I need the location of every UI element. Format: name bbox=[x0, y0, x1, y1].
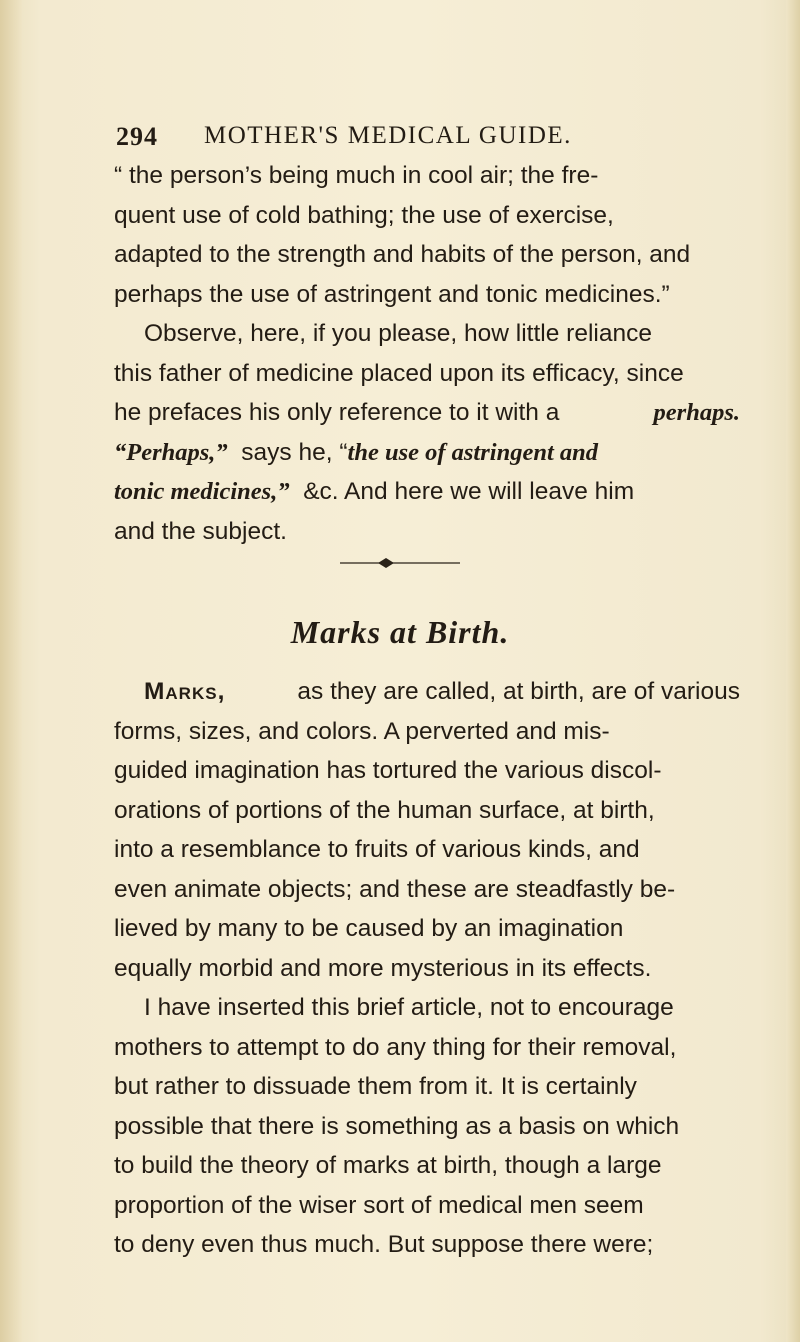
text-line: “Perhaps,” says he, “ the use of astringent and bbox=[114, 433, 740, 473]
text-line: Marks, as they are called, at birth, are of various bbox=[114, 672, 740, 712]
text-line: orations of portions of the human surface, at birth, bbox=[114, 796, 655, 824]
text-line: Observe, here, if you please, how little reliance bbox=[144, 320, 652, 347]
text-line: guided imagination has tortured the various discol- bbox=[114, 757, 662, 784]
text-line: perhaps the use of astringent and tonic medicines.” bbox=[114, 280, 670, 308]
text-line: adapted to the strength and habits of the person, and bbox=[114, 241, 691, 268]
page-header bbox=[116, 122, 716, 156]
text-line: to deny even thus much. But suppose there were; bbox=[114, 1231, 654, 1258]
text-line: equally morbid and more mysterious in its effects. bbox=[114, 954, 652, 982]
text-line: I have inserted this brief article, not to encourage bbox=[144, 994, 674, 1021]
page-gutter-shadow bbox=[0, 0, 22, 1342]
text-line: to build the theory of marks at birth, though a large bbox=[114, 1152, 662, 1179]
italic-text: “Perhaps,” bbox=[114, 438, 228, 466]
italic-text: the use of astringent and bbox=[347, 438, 599, 466]
running-title: MOTHER'S MEDICAL GUIDE. bbox=[204, 122, 572, 149]
page-number: 294 bbox=[116, 122, 158, 151]
text-line: into a resemblance to fruits of various kinds, and bbox=[114, 836, 640, 863]
text-line: this father of medicine placed upon its efficacy, since bbox=[114, 359, 684, 387]
text-line: proportion of the wiser sort of medical men seem bbox=[114, 1191, 644, 1219]
small-caps-word: Marks, bbox=[144, 678, 226, 705]
text-line: quent use of cold bathing; the use of exercise, bbox=[114, 201, 614, 229]
text-line: and the subject. bbox=[114, 517, 287, 545]
section-divider-ornament bbox=[340, 555, 460, 571]
section-heading: Marks at Birth. bbox=[290, 614, 510, 650]
page-edge bbox=[786, 0, 800, 1342]
paragraph-quote bbox=[114, 156, 740, 551]
text-line: but rather to dissuade them from it. It is certainly bbox=[114, 1073, 637, 1100]
text-line: tonic medicines,” &c. And here we will leave him bbox=[114, 472, 740, 512]
paragraph-marks bbox=[114, 672, 740, 1265]
text-line: possible that there is something as a basis on which bbox=[114, 1112, 680, 1140]
text-line: “ the person’s being much in cool air; the fre- bbox=[114, 162, 599, 189]
text-line: forms, sizes, and colors. A perverted and mis- bbox=[114, 717, 610, 745]
text-line: he prefaces his only reference to it with a perhaps. bbox=[114, 393, 740, 433]
text-line: even animate objects; and these are steadfastly be- bbox=[114, 875, 676, 903]
italic-text: perhaps. bbox=[653, 399, 740, 426]
italic-text: tonic medicines,” bbox=[114, 478, 290, 505]
text-line: mothers to attempt to do any thing for their removal, bbox=[114, 1033, 677, 1061]
text-line: lieved by many to be caused by an imagination bbox=[114, 915, 624, 942]
